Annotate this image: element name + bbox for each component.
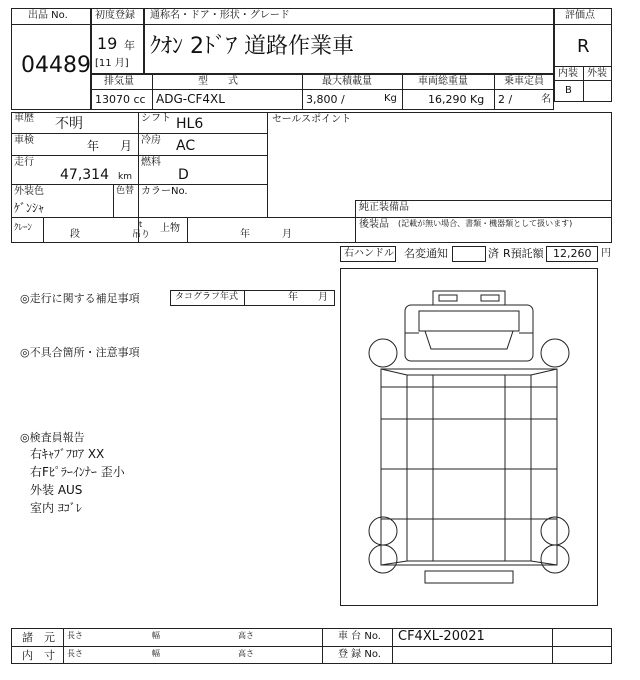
car-name-label: 通称名・ドア・形状・グレード [150, 10, 290, 21]
lot-label: 出品 No. [28, 10, 68, 21]
inspection-year: 年 [87, 139, 100, 153]
aftermarket-label: 後装品 [359, 219, 389, 230]
driving-notes-label: ◎走行に関する補足事項 [20, 292, 140, 305]
color-code-label: カラーNo. [141, 186, 188, 197]
fuel-value: D [178, 167, 189, 183]
tachograph-month: 月 [318, 292, 328, 303]
recycle-unit: 円 [601, 248, 611, 259]
inspector-line-3: 外装 AUS [30, 483, 83, 497]
mount-year: 年 [240, 229, 250, 240]
sales-point-label: セールスポイント [272, 114, 352, 125]
reg-year: 19 [97, 34, 118, 53]
fuel-label: 燃料 [141, 157, 161, 168]
name-change-label: 名変通知 [404, 247, 448, 260]
registration-no-label: 登 録 No. [338, 649, 381, 660]
inspector-line-1: 右ｷｬﾌﾞﾌﾛｱ XX [30, 447, 105, 461]
aftermarket-note: (記載が無い場合、書類・機器類として扱います) [398, 219, 573, 228]
ext-color-label: 外装色 [14, 186, 44, 197]
capacity: 2 / [498, 93, 513, 106]
mileage-unit: km [118, 172, 132, 182]
first-reg-label: 初度登録 [95, 10, 135, 21]
car-name: ｸｵﾝ 2ﾄﾞｱ 道路作業車 [150, 34, 354, 59]
shift-value: HL6 [176, 116, 204, 132]
ext-color: ｹﾞﾝｼｬ [14, 201, 45, 215]
defects-label: ◎不具合箇所・注意事項 [20, 346, 140, 359]
lot-number: 04489 [21, 53, 91, 78]
chassis-no-label: 車 台 No. [338, 631, 381, 642]
shift-label: シフト [141, 113, 171, 124]
crane-label: ｸﾚｰﾝ [14, 223, 33, 233]
max-load-label: 最大積載量 [322, 76, 372, 87]
specs-width-label: 幅 [152, 631, 160, 640]
displacement-label: 排気量 [104, 76, 134, 87]
reg-year-unit: 年 [124, 39, 135, 52]
crane-hang: 吊り [132, 230, 151, 240]
exterior-score-label: 外装 [587, 68, 607, 79]
inspector-line-4: 室内 ﾖｺﾞﾚ [30, 501, 82, 515]
max-load-unit: Kg [384, 93, 397, 104]
inspector-report-label: ◎検査員報告 [20, 431, 85, 444]
name-change-box [452, 246, 486, 262]
reg-month: [11 月] [95, 58, 129, 69]
inspector-line-2: 右Fﾋﾟﾗｰｲﾝﾅｰ 歪小 [30, 465, 125, 479]
history-value: 不明 [55, 116, 83, 132]
mileage-value: 47,314 [60, 167, 109, 183]
gross-weight-label: 車両総重量 [418, 76, 468, 87]
tachograph-label: タコグラフ年式 [175, 292, 239, 302]
dims-width-label: 幅 [152, 649, 160, 658]
score-value: R [577, 36, 590, 57]
inner-dims-label: 内 寸 [22, 649, 55, 662]
interior-score-label: 内装 [558, 68, 578, 79]
interior-score: B [565, 85, 572, 96]
ac-label: 冷房 [141, 135, 161, 146]
ac-value: AC [176, 138, 196, 154]
dims-length-label: 長さ [67, 649, 83, 658]
inspection-label: 車検 [14, 135, 34, 146]
mount-label: 上物 [160, 223, 180, 234]
right-hand-label: 右ハンドル [344, 248, 394, 259]
tachograph-year: 年 [288, 292, 298, 303]
capacity-unit: 名 [541, 94, 551, 105]
genuine-equipment-label: 純正装備品 [359, 202, 409, 213]
history-label: 車歴 [14, 113, 34, 124]
displacement: 13070 cc [95, 93, 146, 106]
score-label: 評価点 [565, 10, 595, 21]
chassis-no: CF4XL-20021 [398, 629, 485, 644]
max-load: 3,800 / [306, 93, 345, 106]
truck-outline-diagram [341, 269, 597, 605]
crane-ton: t [139, 220, 143, 229]
color-change-label: 色替 [116, 186, 135, 196]
recycle-label: R預託額 [503, 247, 544, 260]
recycle-value: 12,260 [553, 247, 592, 260]
specs-length-label: 長さ [67, 631, 83, 640]
specs-label: 諸 元 [22, 631, 55, 644]
crane-step: 段 [70, 229, 80, 240]
mileage-label: 走行 [14, 157, 34, 168]
specs-height-label: 高さ [238, 631, 254, 640]
vehicle-diagram-frame [340, 268, 598, 606]
capacity-label: 乗車定員 [504, 76, 544, 87]
model-code: ADG-CF4XL [156, 92, 225, 106]
gross-weight: 16,290 Kg [428, 93, 485, 106]
recycle-mark: 済 [488, 247, 499, 260]
mount-month: 月 [282, 229, 292, 240]
dims-height-label: 高さ [238, 649, 254, 658]
inspection-month: 月 [120, 139, 133, 153]
model-label: 型 式 [198, 76, 238, 87]
